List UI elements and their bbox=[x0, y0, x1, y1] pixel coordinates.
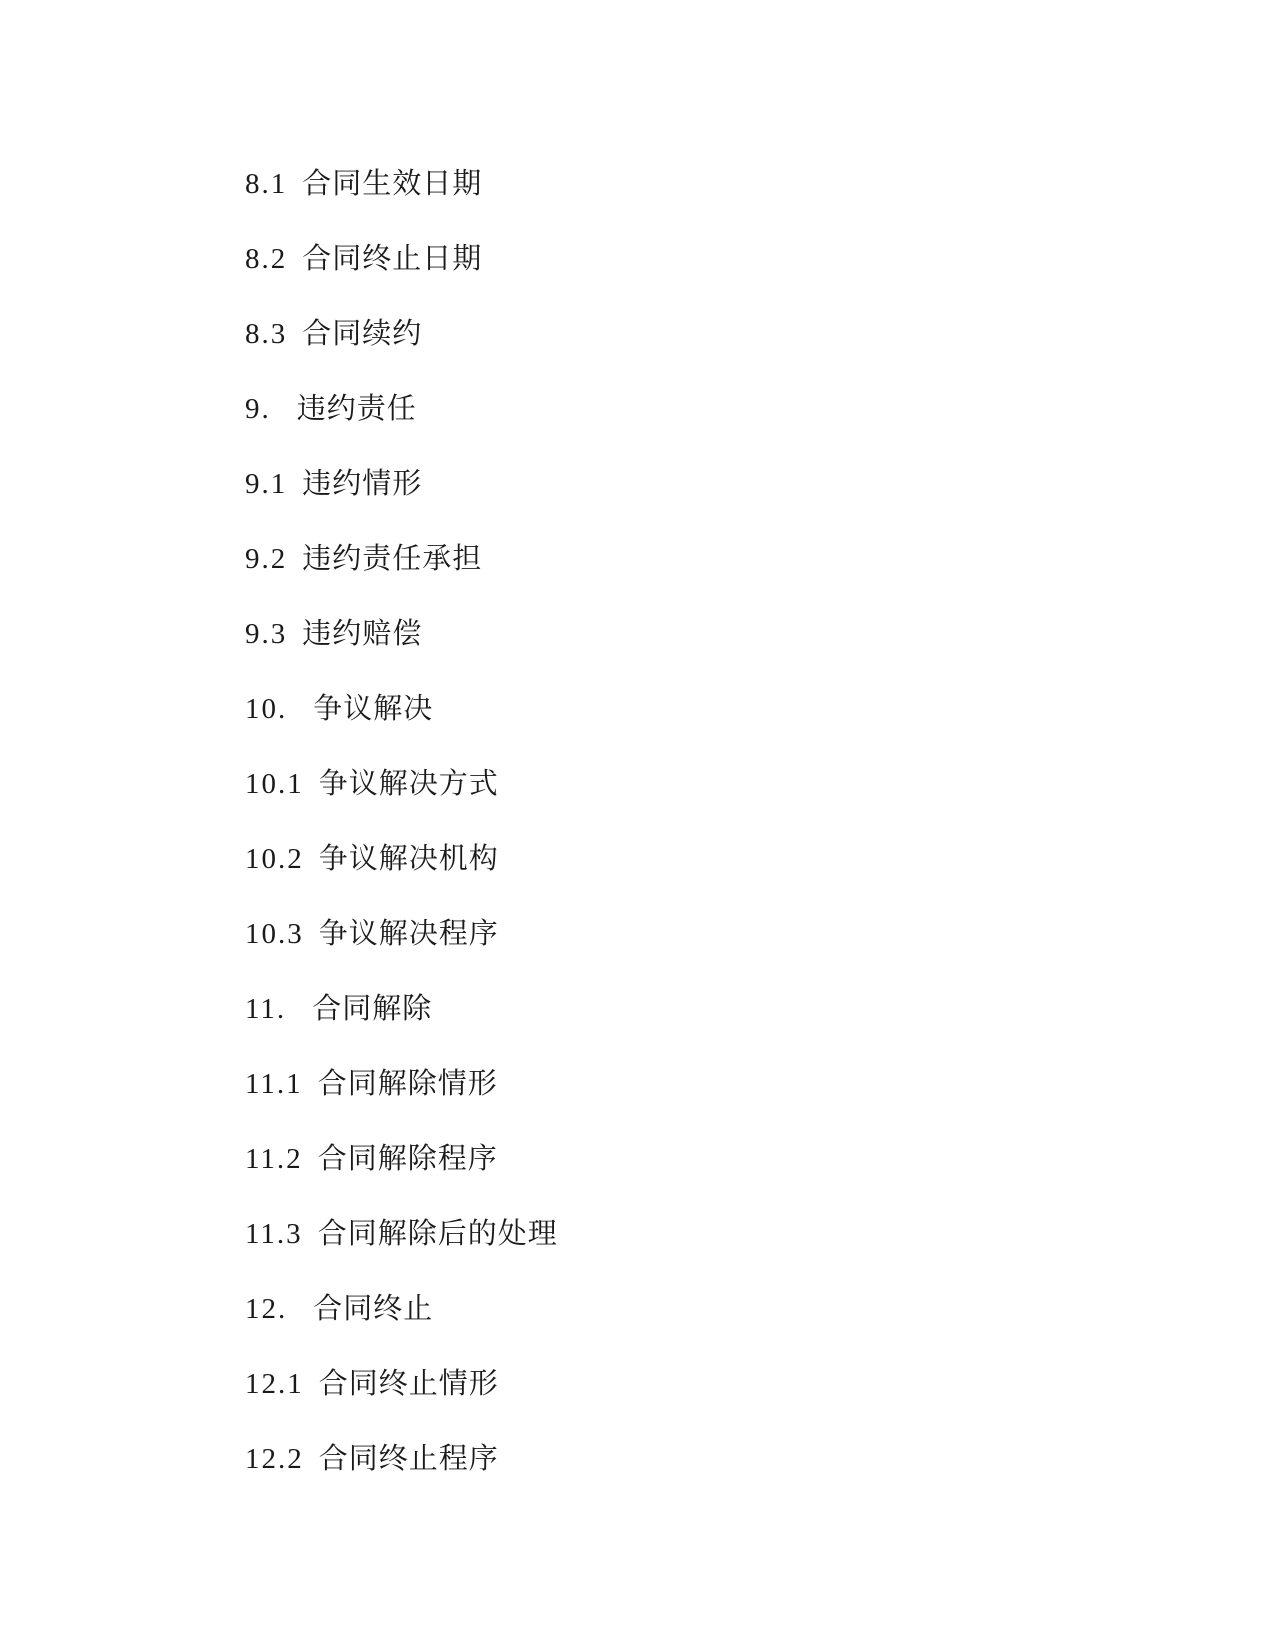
toc-line-number: 9.3 bbox=[245, 618, 288, 650]
toc-line-title: 争议解决机构 bbox=[318, 843, 499, 875]
toc-line-number: 10.1 bbox=[245, 768, 304, 800]
toc-line bbox=[245, 1145, 1215, 1174]
toc-line bbox=[245, 1370, 1215, 1399]
toc-line bbox=[245, 170, 1215, 199]
toc-line bbox=[245, 470, 1215, 499]
toc-line-title: 争议解决 bbox=[313, 693, 434, 725]
toc-line-title: 合同续约 bbox=[302, 318, 423, 350]
toc-line-title: 合同解除程序 bbox=[317, 1143, 498, 1175]
toc-line bbox=[245, 920, 1215, 949]
toc-line bbox=[245, 845, 1215, 874]
toc-line-number: 12. bbox=[245, 1293, 288, 1325]
toc-line-title: 合同解除 bbox=[312, 993, 433, 1025]
toc-line-title: 合同生效日期 bbox=[302, 168, 483, 200]
toc-line bbox=[245, 245, 1215, 274]
toc-line-title: 合同终止 bbox=[313, 1293, 434, 1325]
toc-line-number: 8.3 bbox=[245, 318, 288, 350]
toc-line-title: 合同终止程序 bbox=[318, 1443, 499, 1475]
toc-line-title: 争议解决程序 bbox=[318, 918, 499, 950]
toc-line-number: 12.2 bbox=[245, 1443, 304, 1475]
toc-line-title: 违约责任 bbox=[296, 393, 417, 425]
toc-line-number: 10. bbox=[245, 693, 288, 725]
toc-list bbox=[245, 170, 1215, 1474]
toc-line-number: 9.2 bbox=[245, 543, 288, 575]
toc-line-number: 9.1 bbox=[245, 468, 288, 500]
toc-line-number: 11.1 bbox=[245, 1068, 303, 1100]
toc-line bbox=[245, 695, 1215, 724]
toc-line-title: 合同终止情形 bbox=[318, 1368, 499, 1400]
toc-line-title: 合同终止日期 bbox=[302, 243, 483, 275]
toc-line bbox=[245, 1070, 1215, 1099]
toc-line bbox=[245, 395, 1215, 424]
toc-line-title: 合同解除后的处理 bbox=[317, 1218, 558, 1250]
toc-line bbox=[245, 995, 1215, 1024]
toc-line-title: 违约责任承担 bbox=[302, 543, 483, 575]
toc-line-title: 争议解决方式 bbox=[318, 768, 499, 800]
toc-line bbox=[245, 770, 1215, 799]
toc-line-number: 10.2 bbox=[245, 843, 304, 875]
toc-line-title: 违约情形 bbox=[302, 468, 423, 500]
toc-line-number: 8.2 bbox=[245, 243, 288, 275]
toc-line-number: 11. bbox=[245, 993, 287, 1025]
toc-line bbox=[245, 545, 1215, 574]
toc-line-number: 9. bbox=[245, 393, 271, 425]
toc-line-number: 8.1 bbox=[245, 168, 288, 200]
toc-line bbox=[245, 1295, 1215, 1324]
toc-line-number: 11.2 bbox=[245, 1143, 303, 1175]
toc-line-number: 12.1 bbox=[245, 1368, 304, 1400]
toc-line-title: 合同解除情形 bbox=[317, 1068, 498, 1100]
toc-line bbox=[245, 620, 1215, 649]
toc-line bbox=[245, 1220, 1215, 1249]
toc-line-title: 违约赔偿 bbox=[302, 618, 423, 650]
toc-line-number: 11.3 bbox=[245, 1218, 303, 1250]
toc-line bbox=[245, 1445, 1215, 1474]
toc-line bbox=[245, 320, 1215, 349]
toc-line-number: 10.3 bbox=[245, 918, 304, 950]
